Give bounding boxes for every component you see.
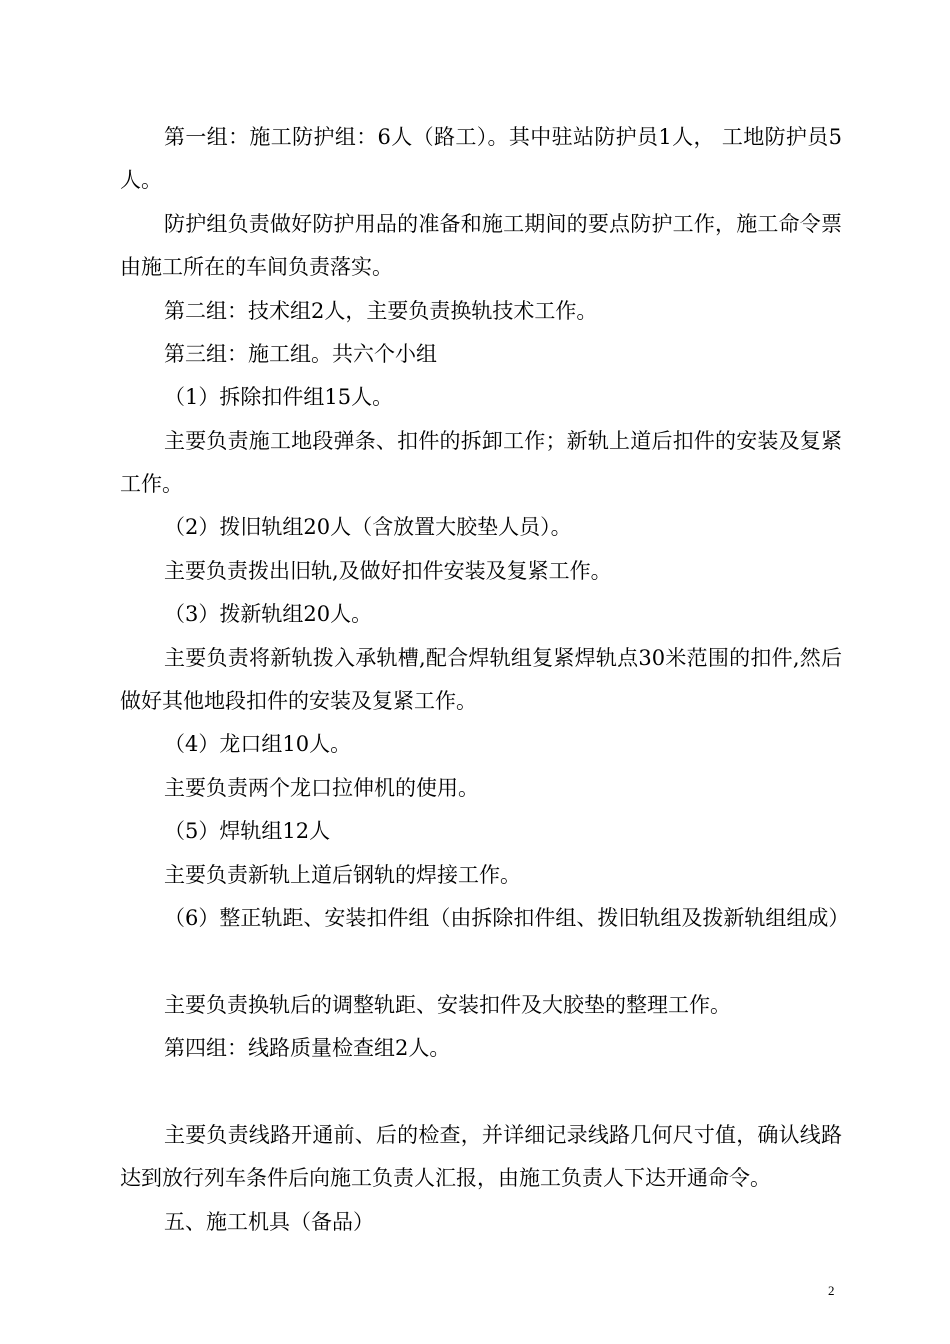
- paragraph-subgroup-2-duty: 主要负责拨出旧轨,及做好扣件安装及复紧工作。: [164, 559, 612, 583]
- section-heading-equipment: 五、施工机具（备品）: [164, 1210, 374, 1234]
- paragraph-group4-duty: 主要负责线路开通前、后的检查，并详细记录线路几何尺寸值，确认线路达到放行列车条件后向施工负责人汇报，由施工负责人下达开通命令。: [120, 1123, 842, 1190]
- paragraph-subgroup-2: （2）拨旧轨组20人（含放置大胶垫人员）。: [164, 515, 572, 539]
- paragraph-subgroup-1: （1）拆除扣件组15人。: [164, 385, 394, 409]
- paragraph-group3-construction: 第三组：施工组。共六个小组: [164, 342, 437, 366]
- paragraph-subgroup-5-duty: 主要负责新轨上道后钢轨的焊接工作。: [164, 863, 521, 887]
- paragraph-subgroup-5: （5）焊轨组12人: [164, 819, 331, 843]
- paragraph-subgroup-4-duty: 主要负责两个龙口拉伸机的使用。: [164, 776, 479, 800]
- paragraph-group2-technical: 第二组：技术组2人，主要负责换轨技术工作。: [164, 299, 598, 323]
- paragraph-subgroup-1-duty: 主要负责施工地段弹条、扣件的拆卸工作；新轨上道后扣件的安装及复紧工作。: [120, 429, 842, 496]
- paragraph-subgroup-6: （6）整正轨距、安装扣件组（由拆除扣件组、拨旧轨组及拨新轨组组成）: [164, 906, 850, 930]
- paragraph-subgroup-3-duty: 主要负责将新轨拨入承轨槽,配合焊轨组复紧焊轨点30米范围的扣件,然后做好其他地段扣件的安装及复紧工作。: [120, 646, 842, 713]
- paragraph-protection-duty: 防护组负责做好防护用品的准备和施工期间的要点防护工作，施工命令票由施工所在的车间负责落实。: [120, 212, 842, 279]
- paragraph-subgroup-6-duty: 主要负责换轨后的调整轨距、安装扣件及大胶垫的整理工作。: [164, 993, 731, 1017]
- paragraph-group4-inspection: 第四组：线路质量检查组2人。: [164, 1036, 451, 1060]
- paragraph-group1-protection: 第一组：施工防护组：6人（路工）。其中驻站防护员1人， 工地防护员5人。: [120, 125, 842, 192]
- paragraph-subgroup-4: （4）龙口组10人。: [164, 732, 352, 756]
- paragraph-subgroup-3: （3）拨新轨组20人。: [164, 602, 373, 626]
- page-number: 2: [828, 1283, 835, 1298]
